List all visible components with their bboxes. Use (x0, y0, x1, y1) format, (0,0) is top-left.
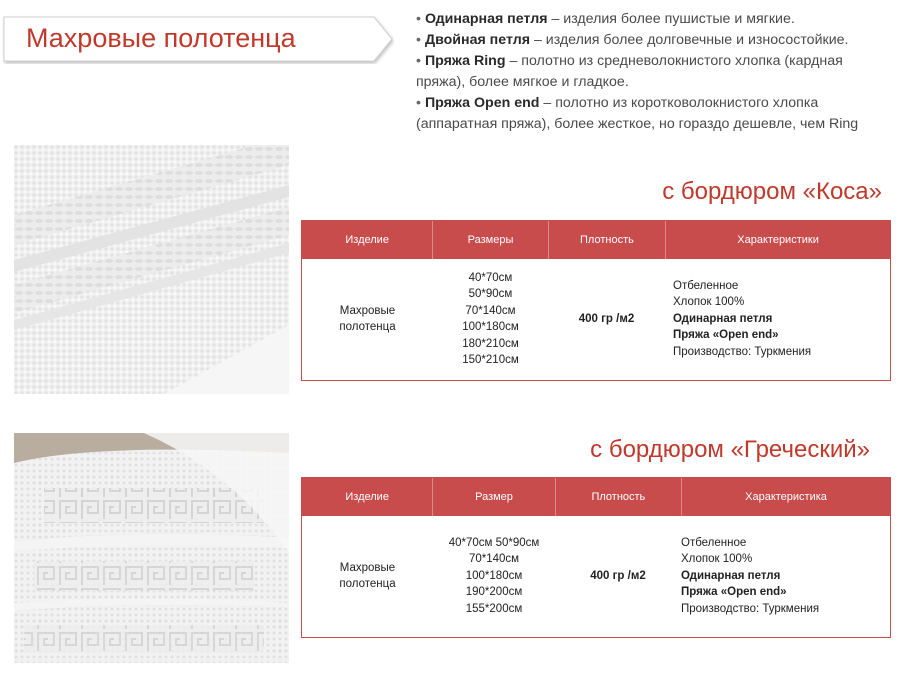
bullet-item (416, 30, 886, 51)
size-line: 70*140см (468, 553, 520, 566)
size-line: 100*180см (462, 321, 519, 333)
feature-line: Пряжа «Open end» (673, 329, 779, 342)
feature-line: Одинарная петля (681, 569, 781, 582)
bullet-text: – полотно из коротковолокнистого хлопка (аппаратная пряжа), более жесткое, но гораздо дешевле, чем Ring (416, 95, 859, 132)
features-cell (681, 516, 890, 636)
column-header: Характеристики (737, 234, 819, 246)
column-header: Плотность (556, 478, 682, 516)
size-line: 155*200см (465, 602, 523, 615)
bullet-term: Пряжа Open end (424, 95, 540, 111)
product-line: Махровые (339, 561, 396, 574)
density-cell (555, 516, 681, 636)
product-table-braid (301, 220, 891, 381)
feature-line: Хлопок 100% (673, 296, 745, 309)
density-value: 400 гр /м2 (578, 312, 635, 325)
feature-line: Отбеленное (681, 536, 747, 549)
bullet-text: – полотно из средневолокнистого хлопка (кардная пряжа), более мягкое и гладкое. (416, 53, 843, 90)
feature-line: Производство: Туркмения (681, 602, 820, 615)
table-header (302, 478, 890, 516)
product-line: полотенца (339, 321, 396, 333)
column-header: Размеры (433, 221, 548, 259)
product-table-greek (301, 477, 891, 638)
bullet-dot-icon: • (416, 32, 421, 48)
column-header: Изделие (302, 478, 433, 516)
sizes-cell (433, 259, 548, 379)
table-header (302, 221, 890, 259)
title-banner (2, 14, 394, 64)
bullet-text: – изделия более пушистые и мягкие. (547, 11, 795, 27)
size-line: 190*200см (465, 586, 523, 599)
page-title: Махровые полотенца (26, 23, 296, 53)
section-title-braid: с бордюром «Коса» (662, 178, 882, 205)
features-cell (665, 259, 890, 379)
bullet-dot-icon: • (416, 95, 421, 111)
towel-photo-greek (14, 433, 289, 663)
product-cell (302, 516, 433, 636)
product-line: Махровые (339, 304, 396, 317)
feature-line: Производство: Туркмения (673, 345, 812, 358)
size-line: 100*180см (465, 569, 523, 582)
bullet-term: Одинарная петля (424, 11, 548, 27)
column-header: Плотность (549, 221, 666, 259)
bullet-list (416, 9, 886, 135)
feature-line: Одинарная петля (673, 312, 773, 325)
bullet-item (416, 93, 886, 135)
table-row (302, 516, 890, 636)
towel-photo-braid (14, 145, 289, 394)
bullet-term: Двойная петля (424, 32, 531, 48)
product-cell (302, 259, 433, 379)
bullet-dot-icon: • (416, 11, 421, 27)
size-line: 40*70см (468, 271, 513, 284)
density-cell (548, 259, 665, 379)
size-line: 50*90см (468, 288, 513, 300)
bullet-term: Пряжа Ring (424, 53, 506, 69)
bullet-text: – изделия более долговечные и износостойкие. (530, 32, 849, 48)
feature-line: Хлопок 100% (681, 553, 753, 566)
size-line: 40*70см 50*90см (448, 536, 540, 549)
column-header: Изделие (302, 221, 433, 259)
density-value: 400 гр /м2 (590, 569, 646, 582)
column-header: Размер (433, 478, 555, 516)
table-row (302, 259, 890, 379)
feature-line: Пряжа «Open end» (681, 586, 787, 599)
size-line: 70*140см (465, 304, 516, 317)
feature-line: Отбеленное (673, 279, 739, 292)
product-line: полотенца (339, 578, 396, 590)
sizes-cell (433, 516, 555, 636)
size-line: 180*210см (462, 337, 519, 350)
bullet-item (416, 51, 886, 93)
bullet-item (416, 9, 886, 30)
section-title-greek: с бордюром «Греческий» (590, 436, 870, 463)
size-line: 150*210см (462, 354, 519, 366)
column-header: Характеристика (745, 491, 827, 503)
bullet-dot-icon: • (416, 53, 421, 69)
